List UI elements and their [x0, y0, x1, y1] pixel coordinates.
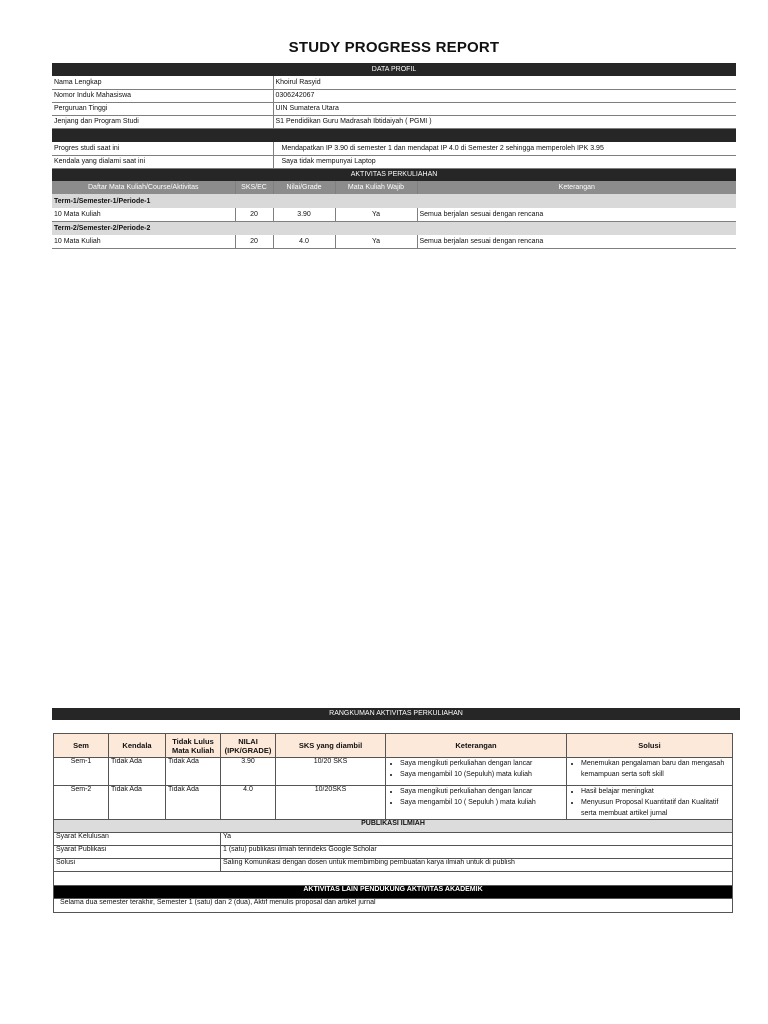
solusi-list [569, 786, 730, 819]
publikasi-label-kelulusan: Syarat Kelulusan [54, 833, 221, 846]
col-note: Keterangan [417, 181, 736, 194]
publikasi-label-syarat: Syarat Publikasi [54, 846, 221, 859]
profile-value-university: UIN Sumatera Utara [273, 102, 736, 115]
term-2-label: Term-2/Semester-2/Periode-2 [52, 221, 736, 235]
list-item: • Saya mengikuti perkuliahan dengan lancar [400, 758, 564, 769]
note-cell: Semua berjalan sesuai dengan rencana [417, 235, 736, 248]
table-row [52, 235, 736, 248]
tidak-lulus-cell: Tidak Ada [166, 758, 221, 786]
col-sks-diambil: SKS yang diambil [276, 734, 386, 758]
sks-cell: 20 [235, 208, 273, 221]
blank-row [54, 872, 733, 886]
col-course: Daftar Mata Kuliah/Course/Aktivitas [52, 181, 235, 194]
grade-cell: 4.0 [273, 235, 335, 248]
wajib-cell: Ya [335, 208, 417, 221]
report-title: STUDY PROGRESS REPORT [288, 39, 500, 56]
kendala-cell: Tidak Ada [109, 758, 166, 786]
publikasi-label-solusi: Solusi [54, 859, 221, 872]
note-cell: Semua berjalan sesuai dengan rencana [417, 208, 736, 221]
kendala-label: Kendala yang dialami saat ini [52, 155, 273, 168]
sks-cell: 20 [235, 235, 273, 248]
keterangan-list [388, 758, 564, 780]
profile-value-nim: 0306242067 [273, 89, 736, 102]
progress-value: Mendapatkan IP 3.90 di semester 1 dan mendapat IP 4.0 di Semester 2 sehingga memperoleh IPK 3.95 [273, 142, 736, 155]
grade-cell: 3.90 [273, 208, 335, 221]
list-item: • Menemukan pengalaman baru dan mengasah kemampuan serta soft skill [581, 758, 730, 780]
profile-value-program: S1 Pendidikan Guru Madrasah Ibtidaiyah ( PGMI ) [273, 115, 736, 128]
sks-cell: 10/20SKS [276, 786, 386, 820]
publikasi-header: PUBLIKASI ILMIAH [54, 820, 733, 833]
profile-header: DATA PROFIL [52, 63, 736, 76]
tidak-lulus-cell: Tidak Ada [166, 786, 221, 820]
profile-label-nim: Nomor Induk Mahasiswa [52, 89, 273, 102]
profile-label-program: Jenjang dan Program Studi [52, 115, 273, 128]
solusi-cell [567, 758, 733, 786]
kendala-value: Saya tidak mempunyai Laptop [273, 155, 736, 168]
list-item: • Saya mengambil 10 (Sepuluh) mata kuliah [400, 769, 564, 780]
kendala-cell: Tidak Ada [109, 786, 166, 820]
col-keterangan: Keterangan [386, 734, 567, 758]
col-grade: Nilai/Grade [273, 181, 335, 194]
solusi-cell [567, 786, 733, 820]
list-item: • Menyusun Proposal Kuantitatif dan Kualitatif serta membuat artikel jurnal [581, 797, 730, 819]
sem-cell: Sem-1 [54, 758, 109, 786]
summary-table [53, 733, 733, 913]
keterangan-list [388, 786, 564, 808]
list-item: • Saya mengikuti perkuliahan dengan lancar [400, 786, 564, 797]
col-nilai: NILAI (IPK/GRADE) [221, 734, 276, 758]
keterangan-cell [386, 786, 567, 820]
col-sem: Sem [54, 734, 109, 758]
term-1-label: Term-1/Semester-1/Periode-1 [52, 194, 736, 208]
profile-value-name: Khoirul Rasyid [273, 76, 736, 89]
sem-cell: Sem-2 [54, 786, 109, 820]
lain-text: Selama dua semester terakhir, Semester 1 (satu) dan 2 (dua), Aktif menulis proposal dan artikel jurnal [54, 899, 733, 913]
progress-label: Progres studi saat ini [52, 142, 273, 155]
keterangan-cell [386, 758, 567, 786]
publikasi-value-solusi: Saling Komunikasi dengan dosen untuk membimbing pembuatan karya ilmiah untuk di publish [221, 859, 733, 872]
wajib-cell: Ya [335, 235, 417, 248]
col-sks: SKS/EC [235, 181, 273, 194]
table-row [52, 208, 736, 221]
activities-header: AKTIVITAS PERKULIAHAN [52, 168, 736, 181]
summary-header: RANGKUMAN AKTIVITAS PERKULIAHAN [52, 708, 740, 720]
table-row [54, 758, 733, 786]
solusi-list [569, 758, 730, 780]
list-item: • Saya mengambil 10 ( Sepuluh ) mata kuliah [400, 797, 564, 808]
course-cell: 10 Mata Kuliah [52, 235, 235, 248]
profile-label-university: Perguruan Tinggi [52, 102, 273, 115]
top-report-table [52, 63, 736, 249]
lain-header: AKTIVITAS LAIN PENDUKUNG AKTIVITAS AKADEMIK [54, 886, 733, 899]
list-item: • Hasil belajar meningkat [581, 786, 730, 797]
sks-cell: 10/20 SKS [276, 758, 386, 786]
col-tidak-lulus: Tidak Lulus Mata Kuliah [166, 734, 221, 758]
col-wajib: Mata Kuliah Wajib [335, 181, 417, 194]
nilai-cell: 3.90 [221, 758, 276, 786]
publikasi-value-syarat: 1 (satu) publikasi ilmiah terindeks Google Scholar [221, 846, 733, 859]
table-row [54, 786, 733, 820]
blank-bar [52, 128, 736, 142]
course-cell: 10 Mata Kuliah [52, 208, 235, 221]
profile-label-name: Nama Lengkap [52, 76, 273, 89]
publikasi-value-kelulusan: Ya [221, 833, 733, 846]
col-kendala: Kendala [109, 734, 166, 758]
col-solusi: Solusi [567, 734, 733, 758]
nilai-cell: 4.0 [221, 786, 276, 820]
